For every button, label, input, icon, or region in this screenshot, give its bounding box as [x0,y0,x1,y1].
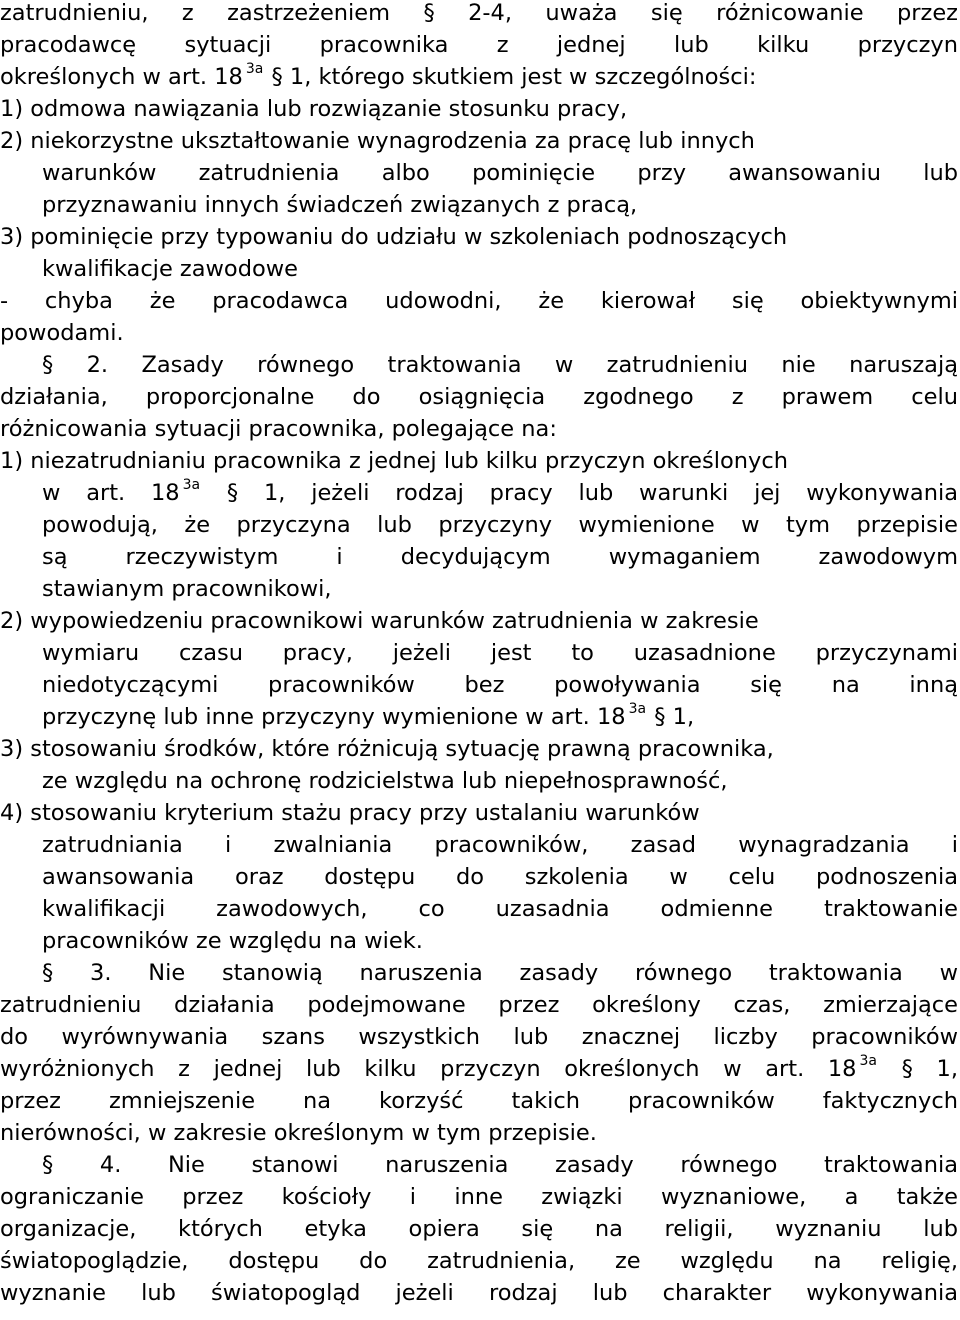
text-fragment: określonych w art. 18 [0,64,243,90]
text-line: przez zmniejszenie na korzyść takich pracowników faktycznych [0,1088,958,1114]
paragraph-heading: § 4. Nie stanowi naruszenia zasady równego traktowania [42,1152,958,1178]
text-line: pracodawcę sytuacji pracownika z jednej lub kilku przyczyn [0,32,958,58]
list-item: 3) pominięcie przy typowaniu do udziału w szkoleniach podnoszących [0,224,788,250]
text-fragment: w art. 18 [42,480,180,506]
text-line: wyznanie lub światopogląd jeżeli rodzaj lub charakter wykonywania [0,1280,958,1306]
text-fragment: § 1, jeżeli rodzaj pracy lub warunki jej wykonywania [201,480,958,506]
text-fragment: przyczynę lub inne przyczyny wymienione w art. 18 [42,704,626,730]
text-line: ograniczanie przez kościoły i inne związki wyznaniowe, a także [0,1184,958,1210]
superscript: 3a [859,1052,878,1069]
list-item: 2) niekorzystne ukształtowanie wynagrodzenia za pracę lub innych [0,128,755,154]
list-item-continuation: są rzeczywistym i decydującym wymaganiem zawodowym [42,544,958,570]
superscript: 3a [182,476,201,493]
text-line: zatrudnieniu, z zastrzeżeniem § 2-4, uważa się różnicowanie przez [0,0,958,26]
list-item-continuation: kwalifikacje zawodowe [42,256,298,282]
list-item-continuation [42,477,958,509]
list-item: 2) wypowiedzeniu pracownikowi warunków zatrudnienia w zakresie [0,608,759,634]
text-fragment: § 1, [878,1056,959,1082]
text-line: do wyrównywania szans wszystkich lub znacznej liczby pracowników [0,1024,958,1050]
list-item: 1) odmowa nawiązania lub rozwiązanie stosunku pracy, [0,96,628,122]
list-item-continuation: przyznawaniu innych świadczeń związanych z pracą, [42,192,638,218]
list-item-continuation: zatrudniania i zwalniania pracowników, zasad wynagradzania i [42,832,958,858]
paragraph-heading: § 2. Zasady równego traktowania w zatrudnieniu nie naruszają [42,352,958,378]
list-item-continuation: kwalifikacji zawodowych, co uzasadnia odmienne traktowanie [42,896,958,922]
list-item: 3) stosowaniu środków, które różnicują sytuację prawną pracownika, [0,736,774,762]
superscript: 3a [628,700,647,717]
text-line [0,1053,958,1085]
text-fragment: wyróżnionych z jednej lub kilku przyczyn określonych w art. 18 [0,1056,857,1082]
list-item-continuation: ze względu na ochronę rodzicielstwa lub niepełnosprawność, [42,768,728,794]
superscript: 3a [245,60,264,77]
list-item-continuation: niedotyczącymi pracowników bez powoływania się na inną [42,672,958,698]
text-fragment: § 1, [647,704,695,730]
text-fragment: § 1, którego skutkiem jest w szczególności: [264,64,757,90]
text-line: różnicowania sytuacji pracownika, polegające na: [0,416,557,442]
text-line: nierówności, w zakresie określonym w tym przepisie. [0,1120,597,1146]
list-item-continuation: awansowania oraz dostępu do szkolenia w celu podnoszenia [42,864,958,890]
list-item-continuation: pracowników ze względu na wiek. [42,928,423,954]
text-line: działania, proporcjonalne do osiągnięcia zgodnego z prawem celu [0,384,958,410]
list-item-continuation: wymiaru czasu pracy, jeżeli jest to uzasadnione przyczynami [42,640,958,666]
list-item-continuation: warunków zatrudnienia albo pominięcie przy awansowaniu lub [42,160,958,186]
text-line: organizacje, których etyka opiera się na religii, wyznaniu lub [0,1216,958,1242]
list-item-continuation: stawianym pracownikowi, [42,576,332,602]
list-item: 4) stosowaniu kryterium stażu pracy przy ustalaniu warunków [0,800,700,826]
list-item-continuation [42,701,694,733]
text-line: światopoglądzie, dostępu do zatrudnienia, ze względu na religię, [0,1248,958,1274]
text-line: zatrudnieniu działania podejmowane przez określony czas, zmierzające [0,992,958,1018]
text-line [0,61,756,93]
paragraph-heading: § 3. Nie stanowią naruszenia zasady równego traktowania w [42,960,958,986]
list-item: 1) niezatrudnianiu pracownika z jednej lub kilku przyczyn określonych [0,448,788,474]
text-line: - chyba że pracodawca udowodni, że kierował się obiektywnymi [0,288,958,314]
text-line: powodami. [0,320,124,346]
list-item-continuation: powodują, że przyczyna lub przyczyny wymienione w tym przepisie [42,512,958,538]
